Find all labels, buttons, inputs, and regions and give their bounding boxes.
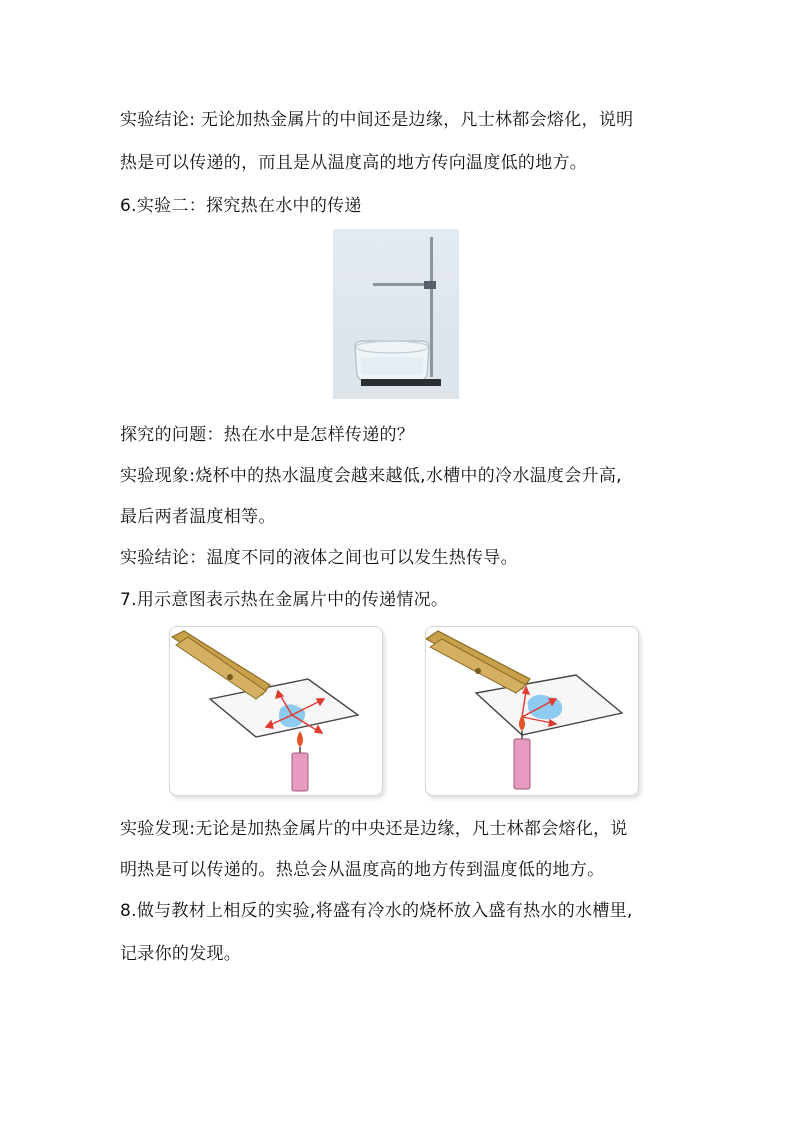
flame — [297, 731, 303, 747]
candle — [292, 753, 308, 791]
stand-base — [361, 379, 441, 386]
line-11: 8.做与教材上相反的实验,将盛有冷水的烧杯放入盛有热水的水槽里, — [120, 901, 633, 921]
line-8: 7.用示意图表示热在金属片中的传递情况。 — [120, 590, 449, 610]
experiment-apparatus-photo — [333, 229, 459, 399]
line-9: 实验发现:无论是加热金属片的中央还是边缘，凡士林都会熔化，说 — [120, 819, 628, 839]
line-1: 实验结论: 无论加热金属片的中间还是边缘，凡士林都会熔化，说明 — [120, 110, 634, 130]
line-4: 探究的问题：热在水中是怎样传递的？ — [120, 425, 415, 445]
line-10: 明热是可以传递的。热总会从温度高的地方传到温度低的地方。 — [120, 860, 605, 880]
candle — [514, 739, 530, 789]
diagram-heat-edge — [425, 626, 639, 796]
diagram-heat-center — [169, 626, 383, 796]
line-12: 记录你的发现。 — [120, 944, 242, 964]
line-7: 实验结论：温度不同的液体之间也可以发生热传导。 — [120, 548, 518, 568]
line-6: 最后两者温度相等。 — [120, 507, 276, 527]
line-3: 6.实验二：探究热在水中的传递 — [120, 196, 362, 216]
line-5: 实验现象:烧杯中的热水温度会越来越低,水槽中的冷水温度会升高, — [120, 466, 622, 486]
stand-rod — [430, 237, 433, 377]
line-2: 热是可以传递的，而且是从温度高的地方传向温度低的地方。 — [120, 153, 588, 173]
